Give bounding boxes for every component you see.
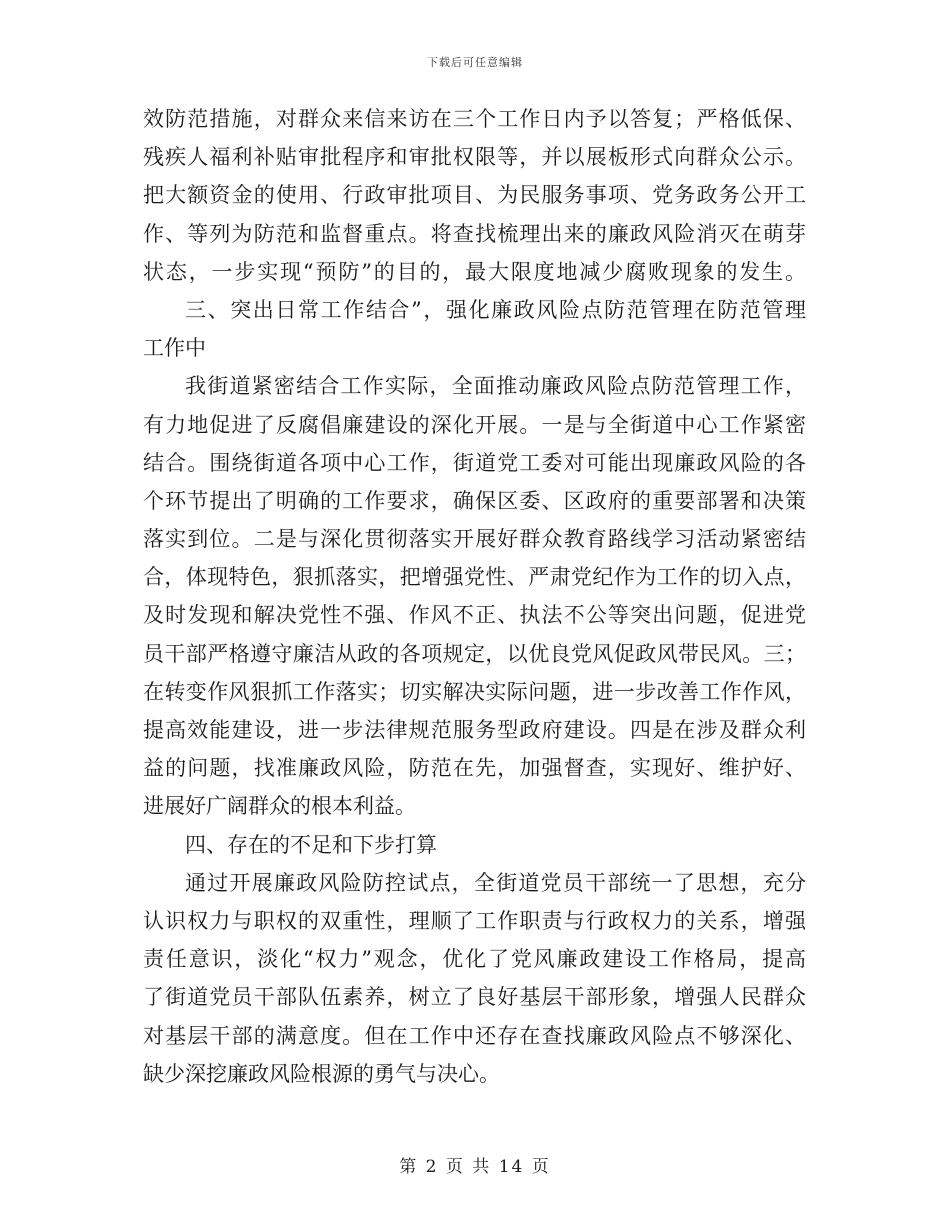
text-line: 通过开展廉政风险防控试点，全街道党员干部统一了思想，充分 [185, 870, 806, 895]
text-line: 提高效能建设，进一步法律规范服务型政府建设。四是在涉及群众利 [143, 718, 806, 742]
text-line: 状态，一步实现“预防”的目的，最大限度地减少腐败现象的发生。 [143, 259, 806, 284]
text-line: 缺少深挖廉政风险根源的勇气与决心。 [143, 1061, 500, 1086]
text-line: 责任意识，淡化“权力”观念，优化了党风廉政建设工作格局，提高 [143, 947, 806, 972]
text-line: 效防范措施，对群众来信来访在三个工作日内予以答复；严格低保、 [143, 107, 806, 131]
text-line: 进展好广阔群众的根本利益。 [143, 794, 416, 819]
text-line: 有力地促进了反腐倡廉建设的深化开展。一是与全街道中心工作紧密 [143, 412, 806, 437]
text-line: 个环节提出了明确的工作要求，确保区委、区政府的重要部署和决策 [143, 488, 806, 513]
text-line: 残疾人福利补贴审批程序和审批权限等，并以展板形式向群众公示。 [143, 145, 806, 170]
page-number-footer: 第 2 页 共 14 页 [399, 1157, 551, 1177]
text-line: 四、存在的不足和下步打算 [185, 832, 437, 857]
page-header: 下载后可任意编辑 [427, 56, 523, 69]
text-line: 结合。围绕街道各项中心工作，街道党工委对可能出现廉政风险的各 [143, 450, 806, 475]
text-line: 落实到位。二是与深化贯彻落实开展好群众教育路线学习活动紧密结 [143, 527, 806, 552]
text-line: 认识权力与职权的双重性，理顺了工作职责与行政权力的关系，增强 [143, 908, 806, 933]
text-line: 作、等列为防范和监督重点。将查找梳理出来的廉政风险消灭在萌芽 [143, 221, 806, 246]
text-line: 工作中 [143, 336, 206, 361]
text-line: 我街道紧密结合工作实际，全面推动廉政风险点防范管理工作， [185, 374, 806, 399]
text-line: 益的问题，找准廉政风险，防范在先，加强督查，实现好、维护好、 [143, 756, 806, 781]
text-line: 合，体现特色，狠抓落实，把增强党性、严肃党纪作为工作的切入点， [143, 565, 806, 590]
text-line: 三、突出日常工作结合”，强化廉政风险点防范管理在防范管理 [185, 297, 806, 322]
text-line: 把大额资金的使用、行政审批项目、为民服务事项、党务政务公开工 [143, 183, 806, 208]
text-line: 了街道党员干部队伍素养，树立了良好基层干部形象，增强人民群众 [143, 985, 806, 1010]
text-line: 员干部严格遵守廉洁从政的各项规定，以优良党风促政风带民风。三； [143, 641, 806, 666]
text-line: 及时发现和解决党性不强、作风不正、执法不公等突出问题，促进党 [143, 603, 806, 628]
text-line: 对基层干部的满意度。但在工作中还存在查找廉政风险点不够深化、 [143, 1023, 806, 1048]
text-line: 在转变作风狠抓工作落实；切实解决实际问题，进一步改善工作作风， [143, 679, 806, 704]
document-body [143, 100, 806, 1093]
